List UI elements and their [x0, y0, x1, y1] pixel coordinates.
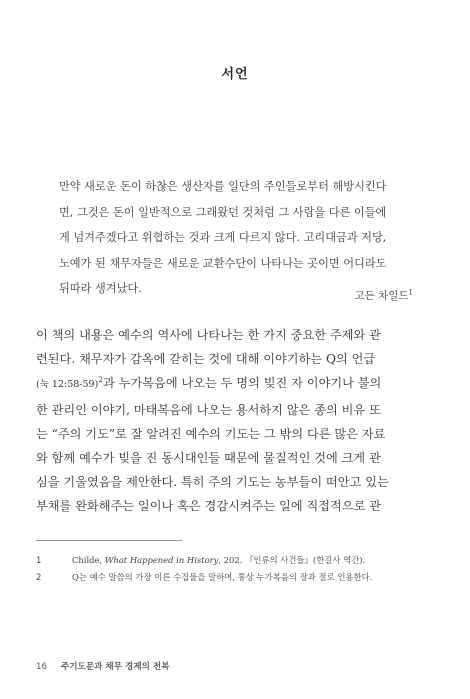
epigraph-line: 노예가 된 채무자들은 새로운 교환수단이 나타나는 곳이면 어디라도: [59, 256, 387, 270]
body-line: 한 관리인 이야기, 마태복음에 나오는 용서하지 않은 종의 비유 또: [36, 402, 381, 417]
body-line: 는 “주의 기도”로 잘 알려진 예수의 기도는 그 밖의 다른 많은 자료: [36, 426, 386, 441]
epigraph-line: 뒤따라 생겨났다.: [59, 282, 142, 295]
footnote: [36, 569, 446, 586]
body-line: [36, 371, 442, 397]
footnote: [36, 552, 446, 569]
body-paragraph: [36, 323, 442, 519]
footnote-marker[interactable]: 2: [98, 375, 104, 385]
body-line: 련된다. 채무자가 감옥에 갇히는 것에 대해 이야기하는 Q의 언급: [36, 352, 376, 367]
epigraph-line: 게 넘겨주겠다고 위협하는 것과 크게 다르지 않다. 고리대금과 저당,: [59, 231, 387, 244]
footnote-number: 1: [36, 555, 42, 565]
section-heading: 서언: [221, 67, 249, 82]
page-footer: [36, 660, 170, 672]
attribution-author: 고든 차일드: [354, 290, 409, 302]
running-title: 주기도문과 채무 경제의 전복: [60, 662, 170, 672]
body-line: 심을 기울였음을 제안한다. 특히 주의 기도는 농부들이 떠안고 있는: [36, 475, 389, 490]
page-number: 16: [36, 662, 47, 672]
body-line: 이 책의 내용은 예수의 역사에 나타나는 한 가지 중요한 주제와 관: [36, 328, 381, 342]
scripture-reference: (눅 12:58-59): [36, 379, 99, 391]
footnote-divider: [36, 540, 182, 541]
footnote-marker[interactable]: 1: [408, 288, 413, 297]
footnotes: [36, 552, 446, 586]
body-line: 와 함께 예수가 빚을 진 동시대인들 때문에 물질적인 것에 크게 관: [36, 451, 381, 466]
epigraph-line: 면, 그것은 돈이 일반적으로 그래왔던 것처럼 그 사람을 다른 이들에: [59, 205, 387, 219]
body-line: 부채를 완화해주는 일이나 혹은 경감시켜주는 일에 직접적으로 관: [36, 499, 381, 514]
footnote-text: Childe, What Happened in History, 202. 『인류의 사건들』(한길사 역간).: [72, 555, 366, 565]
body-line-text: 과 누가복음에 나오는 두 명의 빚진 자 이야기나 불의: [103, 376, 382, 391]
epigraph-line: 만약 새로운 돈이 하찮은 생산자를 일단의 주인들로부터 해방시킨다: [59, 180, 387, 193]
footnote-number: 2: [36, 572, 42, 582]
epigraph-attribution: [354, 288, 413, 303]
book-title: What Happened in History: [104, 555, 219, 565]
footnote-text: Q는 예수 말씀의 가장 이른 수집물을 말하며, 통상 누가복음의 장과 절로 인용한다.: [72, 572, 373, 582]
